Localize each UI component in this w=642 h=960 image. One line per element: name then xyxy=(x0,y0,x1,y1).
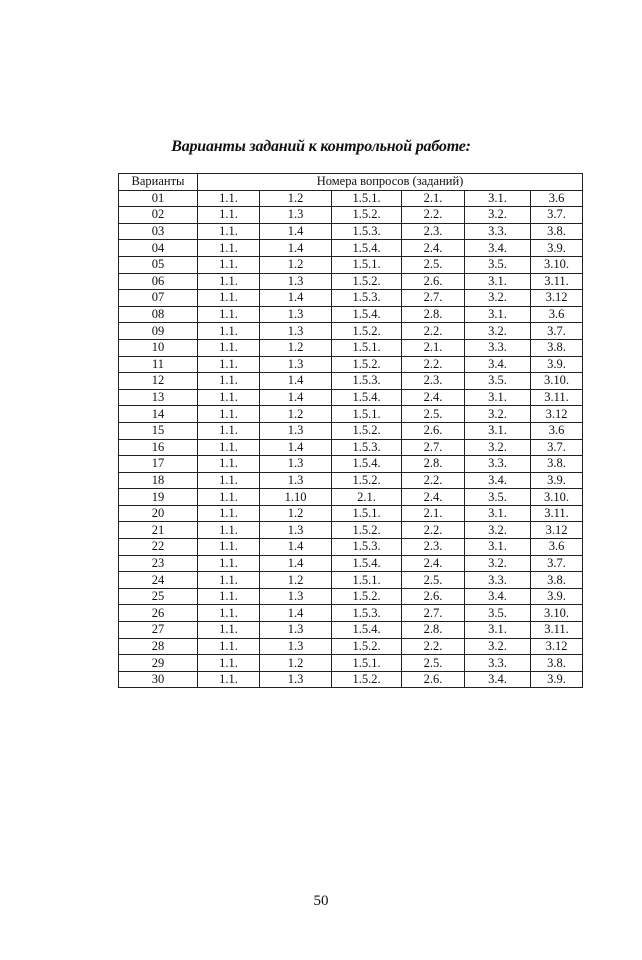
question-number-cell: 3.3. xyxy=(465,655,531,672)
table-header-row xyxy=(119,174,583,191)
page-title: Варианты заданий к контрольной работе: xyxy=(171,138,471,155)
variant-number-cell: 21 xyxy=(119,522,198,539)
question-number-cell: 1.4 xyxy=(260,439,332,456)
question-number-cell: 3.1. xyxy=(465,422,531,439)
table-row xyxy=(119,223,583,240)
question-number-cell: 1.3 xyxy=(260,622,332,639)
variant-number-cell: 02 xyxy=(119,207,198,224)
question-number-cell: 3.7. xyxy=(531,439,583,456)
variant-number-cell: 16 xyxy=(119,439,198,456)
table-row xyxy=(119,572,583,589)
table-row xyxy=(119,539,583,556)
question-number-cell: 2.6. xyxy=(402,588,465,605)
question-number-cell: 1.2 xyxy=(260,655,332,672)
variant-number-cell: 28 xyxy=(119,638,198,655)
question-number-cell: 3.8. xyxy=(531,572,583,589)
variant-number-cell: 25 xyxy=(119,588,198,605)
question-number-cell: 1.4 xyxy=(260,290,332,307)
question-number-cell: 3.7. xyxy=(531,555,583,572)
question-number-cell: 3.2. xyxy=(465,439,531,456)
question-number-cell: 1.4 xyxy=(260,555,332,572)
question-number-cell: 1.2 xyxy=(260,256,332,273)
question-number-cell: 2.8. xyxy=(402,306,465,323)
question-number-cell: 1.3 xyxy=(260,472,332,489)
page-number: 50 xyxy=(313,893,329,909)
question-number-cell: 1.10 xyxy=(260,489,332,506)
question-number-cell: 1.5.3. xyxy=(332,223,402,240)
table-row xyxy=(119,522,583,539)
question-number-cell: 3.12 xyxy=(531,522,583,539)
question-number-cell: 2.1. xyxy=(402,505,465,522)
question-number-cell: 3.6 xyxy=(531,422,583,439)
question-number-cell: 3.6 xyxy=(531,190,583,207)
question-number-cell: 3.8. xyxy=(531,655,583,672)
question-number-cell: 2.2. xyxy=(402,207,465,224)
variant-number-cell: 05 xyxy=(119,256,198,273)
question-number-cell: 2.3. xyxy=(402,539,465,556)
table-row xyxy=(119,489,583,506)
table-row xyxy=(119,638,583,655)
table-body xyxy=(119,190,583,688)
question-number-cell: 1.1. xyxy=(198,555,260,572)
question-number-cell: 1.1. xyxy=(198,472,260,489)
question-number-cell: 1.5.1. xyxy=(332,190,402,207)
question-number-cell: 1.4 xyxy=(260,539,332,556)
question-number-cell: 3.2. xyxy=(465,406,531,423)
question-number-cell: 3.1. xyxy=(465,505,531,522)
question-number-cell: 3.1. xyxy=(465,190,531,207)
question-number-cell: 1.1. xyxy=(198,588,260,605)
variant-number-cell: 18 xyxy=(119,472,198,489)
variant-number-cell: 15 xyxy=(119,422,198,439)
question-number-cell: 1.1. xyxy=(198,605,260,622)
question-number-cell: 1.5.1. xyxy=(332,572,402,589)
question-number-cell: 1.5.4. xyxy=(332,389,402,406)
question-number-cell: 1.5.2. xyxy=(332,273,402,290)
table-row xyxy=(119,472,583,489)
question-number-cell: 3.4. xyxy=(465,472,531,489)
question-number-cell: 1.5.3. xyxy=(332,290,402,307)
table-row xyxy=(119,256,583,273)
question-number-cell: 1.1. xyxy=(198,356,260,373)
question-number-cell: 1.3 xyxy=(260,522,332,539)
question-number-cell: 2.4. xyxy=(402,489,465,506)
question-number-cell: 1.5.4. xyxy=(332,240,402,257)
variant-number-cell: 24 xyxy=(119,572,198,589)
variant-number-cell: 04 xyxy=(119,240,198,257)
variant-number-cell: 20 xyxy=(119,505,198,522)
question-number-cell: 1.2 xyxy=(260,406,332,423)
question-number-cell: 1.4 xyxy=(260,240,332,257)
question-number-cell: 1.1. xyxy=(198,522,260,539)
table-row xyxy=(119,207,583,224)
table-row xyxy=(119,339,583,356)
question-number-cell: 3.3. xyxy=(465,339,531,356)
question-number-cell: 1.5.2. xyxy=(332,522,402,539)
question-number-cell: 3.3. xyxy=(465,456,531,473)
question-number-cell: 1.1. xyxy=(198,406,260,423)
question-number-cell: 3.7. xyxy=(531,323,583,340)
table-row xyxy=(119,389,583,406)
question-number-cell: 3.4. xyxy=(465,671,531,688)
question-number-cell: 2.7. xyxy=(402,290,465,307)
table-row xyxy=(119,356,583,373)
question-number-cell: 1.1. xyxy=(198,389,260,406)
question-number-cell: 1.3 xyxy=(260,638,332,655)
question-number-cell: 3.4. xyxy=(465,588,531,605)
question-number-cell: 1.1. xyxy=(198,439,260,456)
question-number-cell: 1.1. xyxy=(198,622,260,639)
variant-number-cell: 08 xyxy=(119,306,198,323)
question-number-cell: 3.12 xyxy=(531,406,583,423)
variant-number-cell: 06 xyxy=(119,273,198,290)
question-number-cell: 1.5.2. xyxy=(332,472,402,489)
question-number-cell: 3.1. xyxy=(465,622,531,639)
variant-number-cell: 26 xyxy=(119,605,198,622)
question-number-cell: 1.1. xyxy=(198,190,260,207)
variants-table-container xyxy=(118,173,582,688)
question-number-cell: 2.2. xyxy=(402,638,465,655)
question-number-cell: 2.5. xyxy=(402,406,465,423)
variants-table xyxy=(118,173,583,688)
question-number-cell: 1.3 xyxy=(260,456,332,473)
question-number-cell: 1.5.1. xyxy=(332,655,402,672)
variant-number-cell: 14 xyxy=(119,406,198,423)
question-number-cell: 1.5.1. xyxy=(332,339,402,356)
question-number-cell: 3.9. xyxy=(531,356,583,373)
question-number-cell: 2.7. xyxy=(402,439,465,456)
question-number-cell: 2.5. xyxy=(402,256,465,273)
question-number-cell: 2.4. xyxy=(402,389,465,406)
question-number-cell: 1.1. xyxy=(198,323,260,340)
variant-number-cell: 13 xyxy=(119,389,198,406)
question-number-cell: 1.3 xyxy=(260,671,332,688)
table-row xyxy=(119,290,583,307)
question-number-cell: 1.1. xyxy=(198,273,260,290)
question-number-cell: 3.2. xyxy=(465,290,531,307)
table-row xyxy=(119,671,583,688)
question-number-cell: 1.5.4. xyxy=(332,306,402,323)
question-number-cell: 1.3 xyxy=(260,273,332,290)
variant-number-cell: 29 xyxy=(119,655,198,672)
question-number-cell: 3.12 xyxy=(531,290,583,307)
question-number-cell: 3.4. xyxy=(465,356,531,373)
variant-number-cell: 22 xyxy=(119,539,198,556)
question-number-cell: 1.5.2. xyxy=(332,638,402,655)
table-row xyxy=(119,273,583,290)
question-number-cell: 1.5.3. xyxy=(332,539,402,556)
question-number-cell: 1.1. xyxy=(198,339,260,356)
question-number-cell: 2.6. xyxy=(402,671,465,688)
question-number-cell: 3.7. xyxy=(531,207,583,224)
table-row xyxy=(119,306,583,323)
table-row xyxy=(119,622,583,639)
question-number-cell: 1.1. xyxy=(198,671,260,688)
question-number-cell: 1.5.2. xyxy=(332,356,402,373)
question-number-cell: 1.2 xyxy=(260,339,332,356)
question-number-cell: 2.2. xyxy=(402,323,465,340)
question-number-cell: 3.8. xyxy=(531,339,583,356)
question-number-cell: 2.1. xyxy=(332,489,402,506)
question-number-cell: 1.1. xyxy=(198,223,260,240)
question-number-cell: 3.4. xyxy=(465,240,531,257)
question-number-cell: 1.5.2. xyxy=(332,323,402,340)
question-number-cell: 3.2. xyxy=(465,555,531,572)
question-number-cell: 1.3 xyxy=(260,207,332,224)
question-number-cell: 1.3 xyxy=(260,356,332,373)
table-row xyxy=(119,588,583,605)
question-number-cell: 1.2 xyxy=(260,505,332,522)
question-number-cell: 1.1. xyxy=(198,290,260,307)
question-number-cell: 1.4 xyxy=(260,389,332,406)
table-row xyxy=(119,456,583,473)
question-number-cell: 3.10. xyxy=(531,256,583,273)
variant-number-cell: 27 xyxy=(119,622,198,639)
variant-number-cell: 07 xyxy=(119,290,198,307)
question-number-cell: 2.2. xyxy=(402,472,465,489)
question-number-cell: 1.3 xyxy=(260,323,332,340)
question-number-cell: 2.8. xyxy=(402,622,465,639)
question-number-cell: 3.1. xyxy=(465,539,531,556)
question-number-cell: 1.1. xyxy=(198,638,260,655)
table-row xyxy=(119,373,583,390)
table-row xyxy=(119,323,583,340)
question-number-cell: 1.3 xyxy=(260,306,332,323)
question-number-cell: 1.5.2. xyxy=(332,671,402,688)
question-number-cell: 1.1. xyxy=(198,572,260,589)
question-number-cell: 1.2 xyxy=(260,190,332,207)
question-number-cell: 3.2. xyxy=(465,207,531,224)
question-number-cell: 1.5.4. xyxy=(332,622,402,639)
question-number-cell: 1.5.4. xyxy=(332,456,402,473)
variant-number-cell: 30 xyxy=(119,671,198,688)
table-row xyxy=(119,555,583,572)
question-number-cell: 2.5. xyxy=(402,655,465,672)
question-number-cell: 3.1. xyxy=(465,273,531,290)
question-number-cell: 3.8. xyxy=(531,456,583,473)
question-number-cell: 1.5.1. xyxy=(332,505,402,522)
question-number-cell: 3.5. xyxy=(465,373,531,390)
question-number-cell: 1.1. xyxy=(198,306,260,323)
question-number-cell: 2.4. xyxy=(402,240,465,257)
question-number-cell: 2.1. xyxy=(402,190,465,207)
question-number-cell: 1.5.2. xyxy=(332,207,402,224)
variant-number-cell: 17 xyxy=(119,456,198,473)
table-row xyxy=(119,240,583,257)
table-row xyxy=(119,505,583,522)
question-number-cell: 3.10. xyxy=(531,605,583,622)
question-number-cell: 1.5.1. xyxy=(332,256,402,273)
header-variants: Варианты xyxy=(119,174,198,191)
question-number-cell: 3.5. xyxy=(465,256,531,273)
question-number-cell: 1.1. xyxy=(198,240,260,257)
table-row xyxy=(119,422,583,439)
question-number-cell: 3.11. xyxy=(531,389,583,406)
question-number-cell: 1.1. xyxy=(198,539,260,556)
question-number-cell: 3.9. xyxy=(531,240,583,257)
question-number-cell: 3.1. xyxy=(465,306,531,323)
question-number-cell: 2.6. xyxy=(402,273,465,290)
question-number-cell: 1.4 xyxy=(260,373,332,390)
question-number-cell: 2.3. xyxy=(402,223,465,240)
question-number-cell: 2.4. xyxy=(402,555,465,572)
question-number-cell: 1.1. xyxy=(198,256,260,273)
variant-number-cell: 03 xyxy=(119,223,198,240)
question-number-cell: 2.5. xyxy=(402,572,465,589)
question-number-cell: 1.5.3. xyxy=(332,605,402,622)
question-number-cell: 3.5. xyxy=(465,489,531,506)
question-number-cell: 3.9. xyxy=(531,671,583,688)
question-number-cell: 2.6. xyxy=(402,422,465,439)
table-row xyxy=(119,439,583,456)
question-number-cell: 2.1. xyxy=(402,339,465,356)
question-number-cell: 1.3 xyxy=(260,422,332,439)
question-number-cell: 3.11. xyxy=(531,622,583,639)
question-number-cell: 1.5.4. xyxy=(332,555,402,572)
question-number-cell: 3.3. xyxy=(465,223,531,240)
variant-number-cell: 09 xyxy=(119,323,198,340)
question-number-cell: 3.10. xyxy=(531,489,583,506)
question-number-cell: 3.9. xyxy=(531,588,583,605)
question-number-cell: 3.5. xyxy=(465,605,531,622)
question-number-cell: 3.10. xyxy=(531,373,583,390)
variant-number-cell: 01 xyxy=(119,190,198,207)
question-number-cell: 1.5.2. xyxy=(332,422,402,439)
question-number-cell: 1.5.1. xyxy=(332,406,402,423)
question-number-cell: 1.1. xyxy=(198,207,260,224)
question-number-cell: 3.1. xyxy=(465,389,531,406)
question-number-cell: 3.11. xyxy=(531,273,583,290)
question-number-cell: 3.6 xyxy=(531,306,583,323)
question-number-cell: 3.8. xyxy=(531,223,583,240)
question-number-cell: 1.1. xyxy=(198,505,260,522)
question-number-cell: 2.3. xyxy=(402,373,465,390)
question-number-cell: 3.3. xyxy=(465,572,531,589)
question-number-cell: 2.2. xyxy=(402,356,465,373)
question-number-cell: 1.4 xyxy=(260,605,332,622)
question-number-cell: 3.12 xyxy=(531,638,583,655)
variant-number-cell: 11 xyxy=(119,356,198,373)
question-number-cell: 1.1. xyxy=(198,489,260,506)
question-number-cell: 2.8. xyxy=(402,456,465,473)
question-number-cell: 2.7. xyxy=(402,605,465,622)
table-row xyxy=(119,605,583,622)
question-number-cell: 1.1. xyxy=(198,655,260,672)
question-number-cell: 1.1. xyxy=(198,456,260,473)
question-number-cell: 3.6 xyxy=(531,539,583,556)
question-number-cell: 1.1. xyxy=(198,422,260,439)
question-number-cell: 3.11. xyxy=(531,505,583,522)
question-number-cell: 3.2. xyxy=(465,522,531,539)
question-number-cell: 1.5.3. xyxy=(332,439,402,456)
variant-number-cell: 23 xyxy=(119,555,198,572)
variant-number-cell: 12 xyxy=(119,373,198,390)
question-number-cell: 3.9. xyxy=(531,472,583,489)
table-row xyxy=(119,406,583,423)
question-number-cell: 3.2. xyxy=(465,638,531,655)
table-row xyxy=(119,655,583,672)
question-number-cell: 1.4 xyxy=(260,223,332,240)
question-number-cell: 2.2. xyxy=(402,522,465,539)
question-number-cell: 1.1. xyxy=(198,373,260,390)
question-number-cell: 1.3 xyxy=(260,588,332,605)
table-row xyxy=(119,190,583,207)
question-number-cell: 3.2. xyxy=(465,323,531,340)
question-number-cell: 1.5.3. xyxy=(332,373,402,390)
variant-number-cell: 19 xyxy=(119,489,198,506)
question-number-cell: 1.5.2. xyxy=(332,588,402,605)
variant-number-cell: 10 xyxy=(119,339,198,356)
question-number-cell: 1.2 xyxy=(260,572,332,589)
header-question-numbers: Номера вопросов (заданий) xyxy=(198,174,583,191)
